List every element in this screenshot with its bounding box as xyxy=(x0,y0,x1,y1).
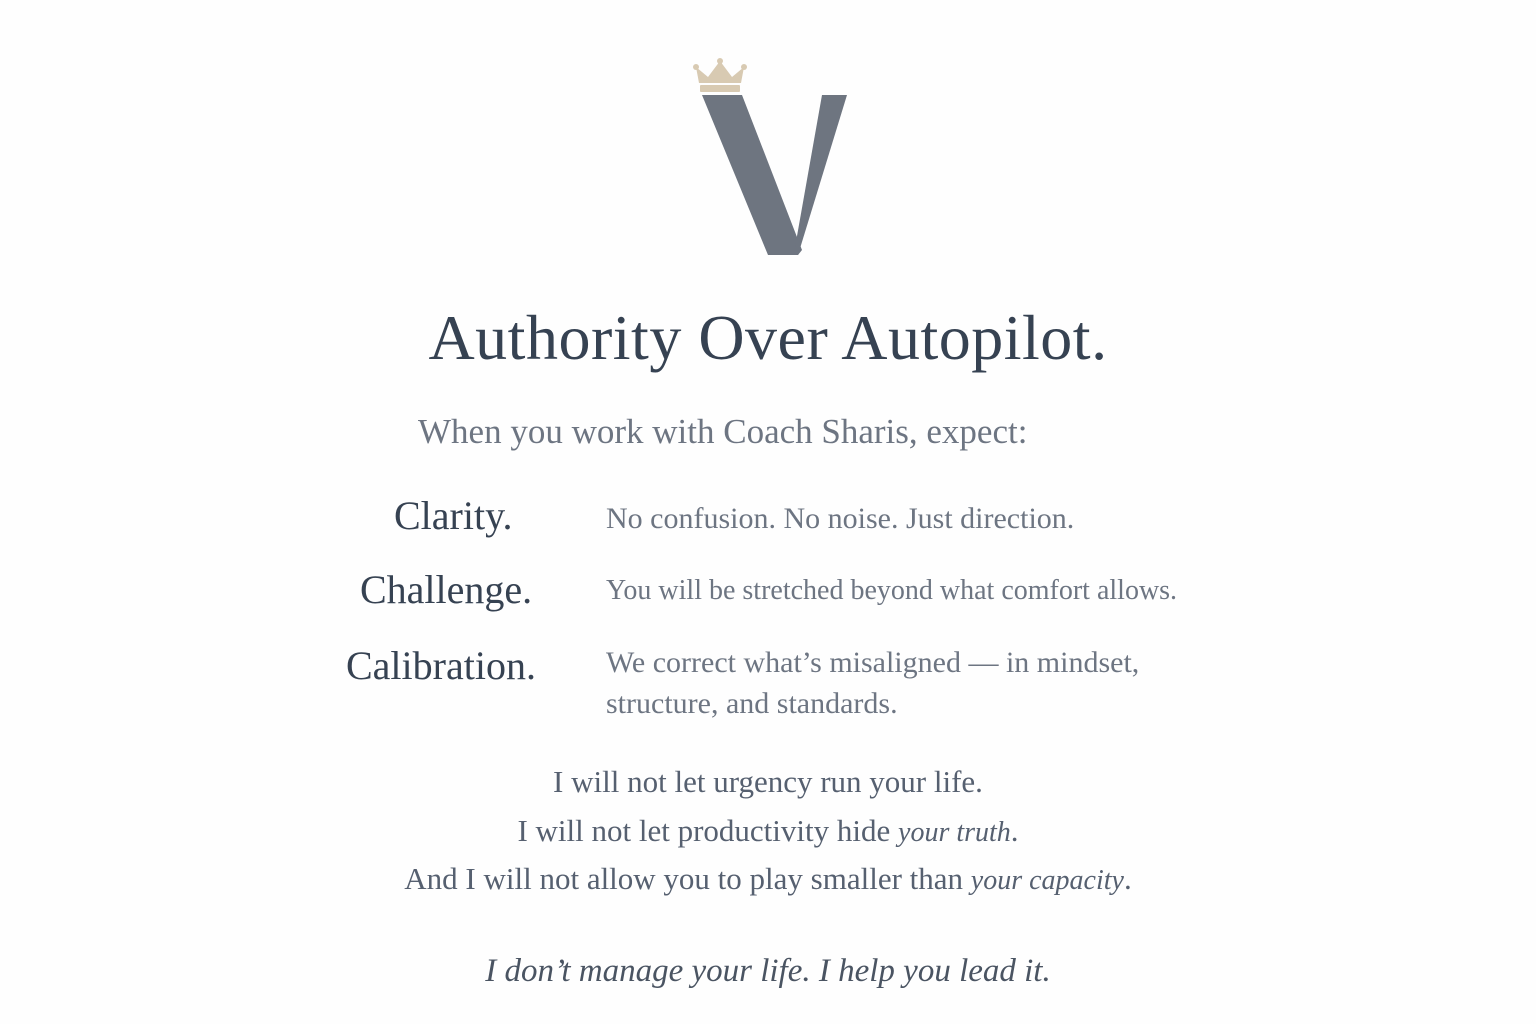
tagline: I don’t manage your life. I help you lead it. xyxy=(485,953,1051,989)
pillar-description-challenge: You will be stretched beyond what comfort allows. xyxy=(606,575,1178,606)
pillar-description-clarity: No confusion. No noise. Just direction. xyxy=(606,502,1075,535)
commitment-text: I will not let urgency run your life. xyxy=(553,764,983,799)
v-monogram xyxy=(702,95,847,255)
commitment-emphasis: your truth xyxy=(898,817,1011,848)
page-subtitle: When you work with Coach Sharis, expect: xyxy=(418,412,1028,451)
commitment-line xyxy=(0,811,1536,853)
commitment-text: I will not let productivity hide xyxy=(517,813,899,848)
page-title: Authority Over Autopilot. xyxy=(428,302,1108,373)
brand-logo xyxy=(690,55,860,265)
commitment-end: . xyxy=(1010,813,1019,848)
commitment-end: . xyxy=(1123,861,1132,896)
commitment-text: And I will not allow you to play smaller than xyxy=(404,861,971,896)
crown-icon xyxy=(693,58,747,92)
pillar-term-calibration: Calibration. xyxy=(346,643,536,688)
pillar-term-clarity: Clarity. xyxy=(394,493,513,538)
commitment-line xyxy=(0,762,1536,802)
pillar-description-calibration: We correct what’s misaligned — in mindset, structure, and standards. xyxy=(606,646,1140,720)
commitment-emphasis: your capacity xyxy=(970,865,1124,896)
pillar-term-challenge: Challenge. xyxy=(360,567,533,612)
commitment-line xyxy=(0,859,1536,901)
